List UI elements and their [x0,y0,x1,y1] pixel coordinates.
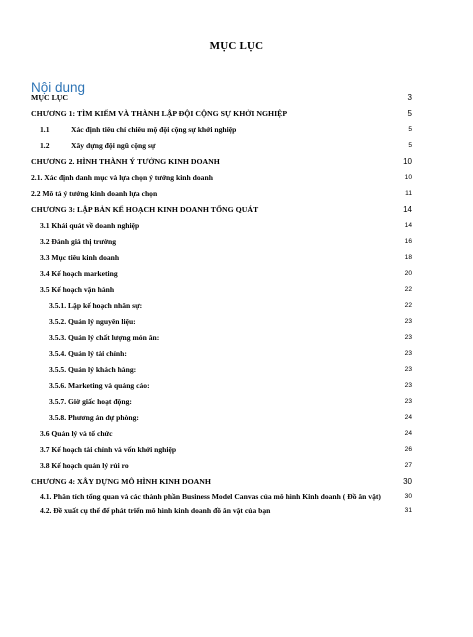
toc-entry-title: 3.1 Khái quát về doanh nghiệp [40,221,140,230]
toc-entry[interactable] [31,492,412,502]
toc-entry-title: 3.5.4. Quản lý tài chính: [49,349,127,358]
toc-entry-title: CHƯƠNG 4: XÂY DỰNG MÔ HÌNH KINH DOANH [31,477,211,486]
toc-entry-title: MỤC LỤC [31,93,69,102]
toc-entry[interactable] [31,253,412,263]
toc-entry[interactable] [31,429,412,439]
toc-entry[interactable] [31,237,412,247]
toc-entry-page: 5 [408,126,412,133]
toc-entry[interactable] [31,269,412,279]
toc-entry-page: 23 [404,334,412,341]
toc-entry-title: 3.8 Kế hoạch quản lý rủi ro [40,461,129,470]
toc-entry-title: 3.6 Quản lý và tổ chức [40,429,113,438]
toc-entry-page: 14 [403,205,412,214]
toc-entry[interactable] [31,461,412,471]
toc-entry-title: 3.3 Mục tiêu kinh doanh [40,253,120,262]
toc-entry-page: 3 [407,93,412,102]
toc-entry-page: 23 [404,398,412,405]
toc-entry-title: 3.5 Kế hoạch vận hành [40,285,115,294]
toc-entry-page: 26 [404,446,412,453]
toc-entry[interactable] [31,173,412,183]
toc-entry-page: 10 [403,157,412,166]
toc-entry-title: Xây dựng đội ngũ cộng sự [71,141,156,150]
toc-entry-page: 22 [404,302,412,309]
toc-entry-page: 24 [404,414,412,421]
toc-entry[interactable] [31,221,412,231]
toc-entry-title: 4.1. Phân tích tổng quan và các thành phần Business Model Canvas của mô hình Kinh doanh ( Đồ ăn vặt) [40,492,381,501]
toc-entry[interactable] [31,477,412,487]
toc-entry-title: CHƯƠNG 3: LẬP BẢN KẾ HOẠCH KINH DOANH TỔNG QUÁT [31,205,259,214]
toc-entry[interactable] [31,189,412,199]
toc-entry[interactable] [31,349,412,359]
toc-entry-title: CHƯƠNG 2. HÌNH THÀNH Ý TƯỞNG KINH DOANH [31,157,220,166]
toc-entry[interactable] [31,397,412,407]
toc-entry-page: 23 [404,350,412,357]
toc-entry[interactable] [31,506,412,516]
toc-entry[interactable] [31,157,412,167]
toc-entry[interactable] [31,301,412,311]
toc-entry[interactable] [31,109,412,119]
toc-entry-page: 14 [404,222,412,229]
toc-entry-page: 24 [404,430,412,437]
toc-entry-title: 3.5.1. Lập kế hoạch nhân sự: [49,301,143,310]
toc-entry-page: 22 [404,286,412,293]
toc-entry-page: 23 [404,382,412,389]
toc-entry-page: 20 [404,270,412,277]
toc-entry[interactable] [31,285,412,295]
toc-entry-title: 2.2 Mô tả ý tưởng kinh doanh lựa chọn [31,189,158,198]
toc-entry-title: 2.1. Xác định danh mục và lựa chọn ý tưởng kinh doanh [31,173,213,182]
toc-entry[interactable] [31,205,412,215]
toc-entry-page: 27 [404,462,412,469]
toc-entry-page: 5 [408,142,412,149]
toc-entry-page: 5 [407,109,412,118]
toc-entry-title: 3.2 Đánh giá thị trường [40,237,117,246]
toc-entry[interactable] [31,125,412,135]
table-of-contents [31,93,412,516]
toc-entry-title: 3.5.6. Marketing và quảng cáo: [49,381,150,390]
toc-entry-title: 3.5.3. Quản lý chất lượng món ăn: [49,333,160,342]
toc-entry-page: 10 [404,174,412,181]
toc-entry-page: 30 [403,477,412,486]
toc-entry[interactable] [31,317,412,327]
toc-heading: Nội dung [31,80,86,95]
toc-entry-page: 31 [404,507,412,514]
toc-entry[interactable] [31,365,412,375]
toc-entry-title: 3.7 Kế hoạch tài chính và vốn khởi nghiệp [40,445,177,454]
toc-entry-title: 3.5.5. Quản lý khách hàng: [49,365,137,374]
toc-entry-number: 1.2 [40,141,50,150]
toc-entry[interactable] [31,381,412,391]
toc-entry-page: 23 [404,366,412,373]
toc-entry-title: 3.5.7. Giờ giấc hoạt động: [49,397,132,406]
toc-entry[interactable] [31,141,412,151]
toc-entry-title: 3.4 Kế hoạch marketing [40,269,118,278]
toc-entry-title: 3.5.8. Phương án dự phòng: [49,413,139,422]
toc-entry-page: 18 [404,254,412,261]
toc-entry-page: 11 [405,190,412,197]
toc-entry[interactable] [31,445,412,455]
toc-entry-page: 23 [404,318,412,325]
toc-entry-title: Xác định tiêu chí chiêu mộ đội cộng sự khởi nghiệp [71,125,237,134]
toc-entry-title: 4.2. Đề xuất cụ thể để phát triển mô hình kinh doanh đồ ăn vặt của bạn [40,506,271,515]
toc-entry[interactable] [31,93,412,103]
document-title: MỤC LỤC [209,40,264,52]
toc-entry-page: 16 [404,238,412,245]
toc-entry[interactable] [31,413,412,423]
toc-entry-number: 1.1 [40,125,50,134]
toc-entry-page: 30 [404,493,412,500]
toc-entry-title: 3.5.2. Quản lý nguyên liệu: [49,317,136,326]
toc-entry-title: CHƯƠNG 1: TÌM KIẾM VÀ THÀNH LẬP ĐỘI CỘNG SỰ KHỞI NGHIỆP [31,109,288,118]
toc-entry[interactable] [31,333,412,343]
